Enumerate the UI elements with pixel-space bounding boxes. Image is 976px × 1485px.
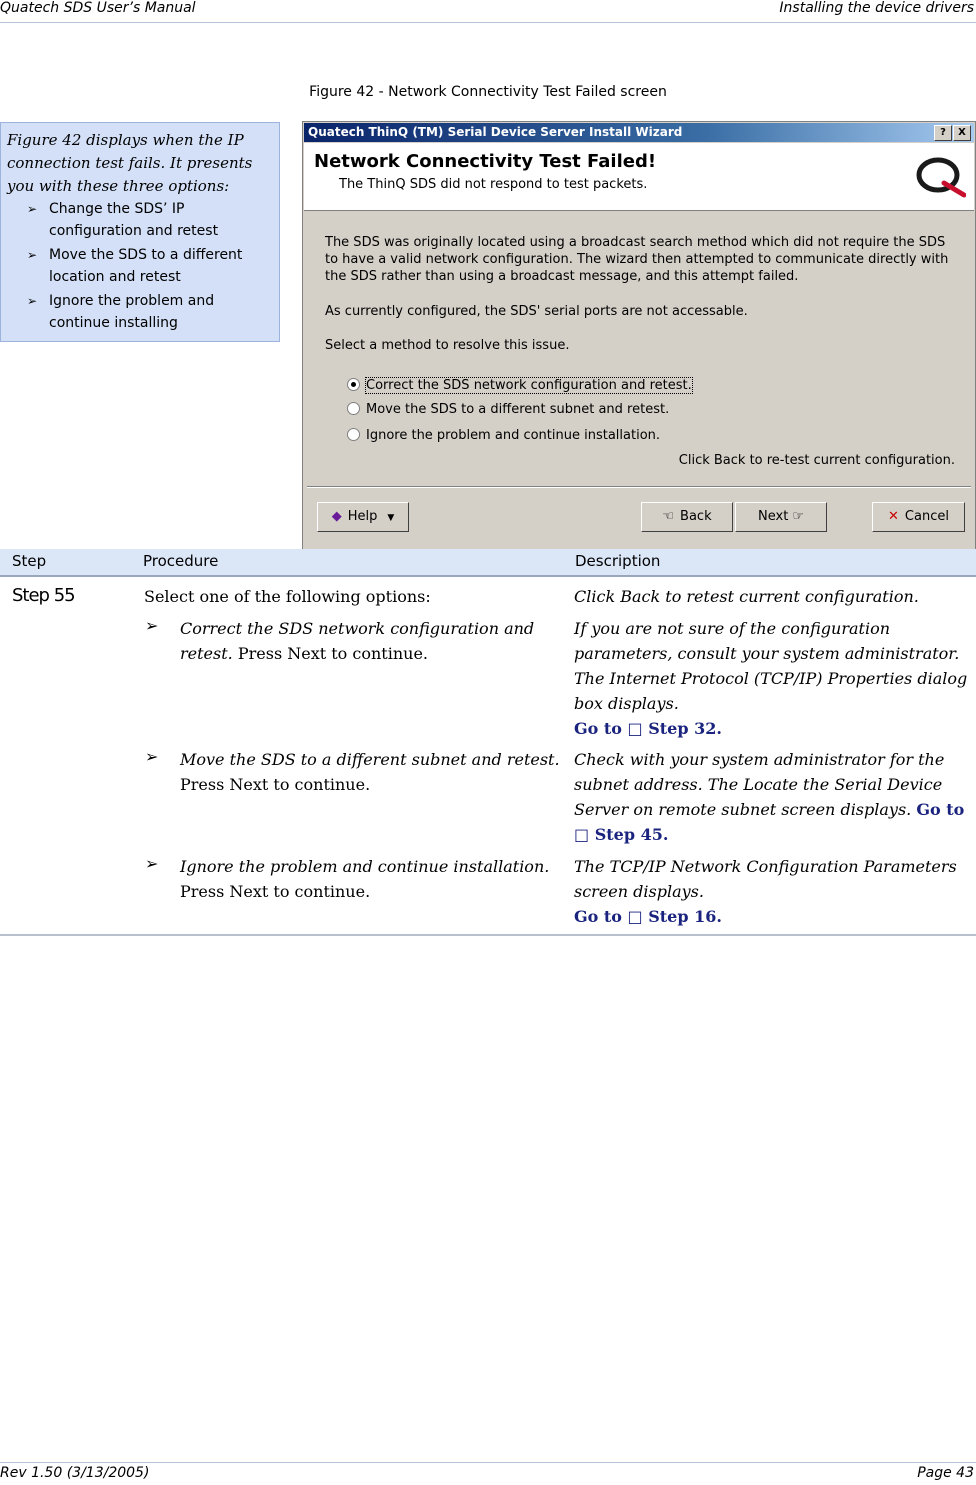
divider [307,486,971,488]
sidebar-item: ➢ Move the SDS to a different location and retest [7,244,273,288]
col-step: Step [12,552,47,570]
sidebar-note [0,122,280,342]
option-ignore-problem[interactable]: Ignore the problem and continue installation. [347,427,660,445]
description-intro: Click Back to retest current configuration. [574,587,919,606]
title-bar [304,123,974,142]
next-hand-icon: ☞ [792,509,804,524]
sidebar-item: ➢ Change the SDS’ IP configuration and retest [7,198,273,242]
wizard-banner [304,143,974,211]
col-description: Description [575,552,661,570]
arrow-icon: ➢ [145,854,159,873]
instruction-text: Select a method to resolve this issue. [325,338,570,353]
page-number: Page 43 [917,1465,974,1481]
back-hand-icon: ☜ [662,509,675,524]
page-header [0,0,976,23]
revision-text: Rev 1.50 (3/13/2005) [0,1465,150,1481]
window-title: Quatech ThinQ (TM) Serial Device Server Install Wizard [308,125,683,139]
sidebar-intro: Figure 42 displays when the IP connection test fails. It presents you with these three options: [7,131,253,195]
close-icon[interactable]: X [953,125,971,141]
quatech-logo-icon [914,153,966,199]
goto-link[interactable]: Go to □ Step 32. [574,719,722,738]
step-number: Step 55 [12,585,75,606]
procedure-option: Move the SDS to a different subnet and retest. Press Next to continue. [180,750,560,794]
arrow-icon: ➢ [27,248,38,262]
section-title: Installing the device drivers [779,0,974,16]
option-move-subnet[interactable]: Move the SDS to a different subnet and retest. [347,401,669,419]
back-button[interactable]: ☜ Back [641,502,733,532]
option-description: If you are not sure of the configuration parameters, consult your system administrator. The Internet Protocol (TCP/IP) Properties dialog box displays. Go to □ Step 32. [574,619,968,738]
manual-title: Quatech SDS User’s Manual [0,0,196,16]
radio-icon[interactable] [347,402,360,415]
option-description: The TCP/IP Network Configuration Parameters screen displays. Go to □ Step 16. [574,857,957,926]
procedure-intro: Select one of the following options: [144,587,431,606]
page-footer [0,1462,976,1485]
wizard-subheading: The ThinQ SDS did not respond to test packets. [339,177,648,192]
col-procedure: Procedure [143,552,219,570]
procedure-option: Correct the SDS network configuration and retest. Press Next to continue. [180,619,535,663]
radio-icon[interactable] [347,428,360,441]
goto-link[interactable]: Go to □ Step 45. [574,800,965,844]
ports-status-text: As currently configured, the SDS' serial ports are not accessable. [325,304,748,319]
wizard-heading: Network Connectivity Test Failed! [314,151,657,172]
retest-hint: Click Back to re-test current configuration. [678,453,955,468]
arrow-icon: ➢ [145,747,159,766]
help-icon[interactable]: ? [934,125,952,141]
cancel-x-icon: ✕ [888,509,899,524]
arrow-icon: ➢ [27,294,38,308]
figure-caption: Figure 42 - Network Connectivity Test Failed screen [309,84,667,100]
next-button[interactable]: Next ☞ [735,502,827,532]
procedure-option: Ignore the problem and continue installation. Press Next to continue. [180,857,550,901]
option-correct-config[interactable]: Correct the SDS network configuration and retest. [347,377,692,395]
option-description: Check with your system administrator for the subnet address. The Locate the Serial Device Server on remote subnet screen displays. Go to □ Step 45. [574,750,965,844]
cancel-button[interactable]: ✕ Cancel [872,502,965,532]
arrow-icon: ➢ [27,202,38,216]
table-bottom-rule [0,934,976,936]
sidebar-item: ➢ Ignore the problem and continue installing [7,290,273,334]
help-book-icon: ◆ [331,509,342,524]
install-wizard-dialog [302,121,976,551]
arrow-icon: ➢ [145,616,159,635]
dropdown-arrow-icon: ▼ [387,513,395,523]
help-button[interactable]: ◆ Help ▼ [317,502,409,532]
goto-link[interactable]: Go to □ Step 16. [574,907,722,926]
table-header [0,549,976,577]
radio-selected-icon[interactable] [347,378,360,391]
explanation-text: The SDS was originally located using a broadcast search method which did not require the SDS to have a valid network configuration. The wizard then attempted to communicate directly with the SDS rather than using a broadcast message, and this attempt failed. [325,235,949,284]
